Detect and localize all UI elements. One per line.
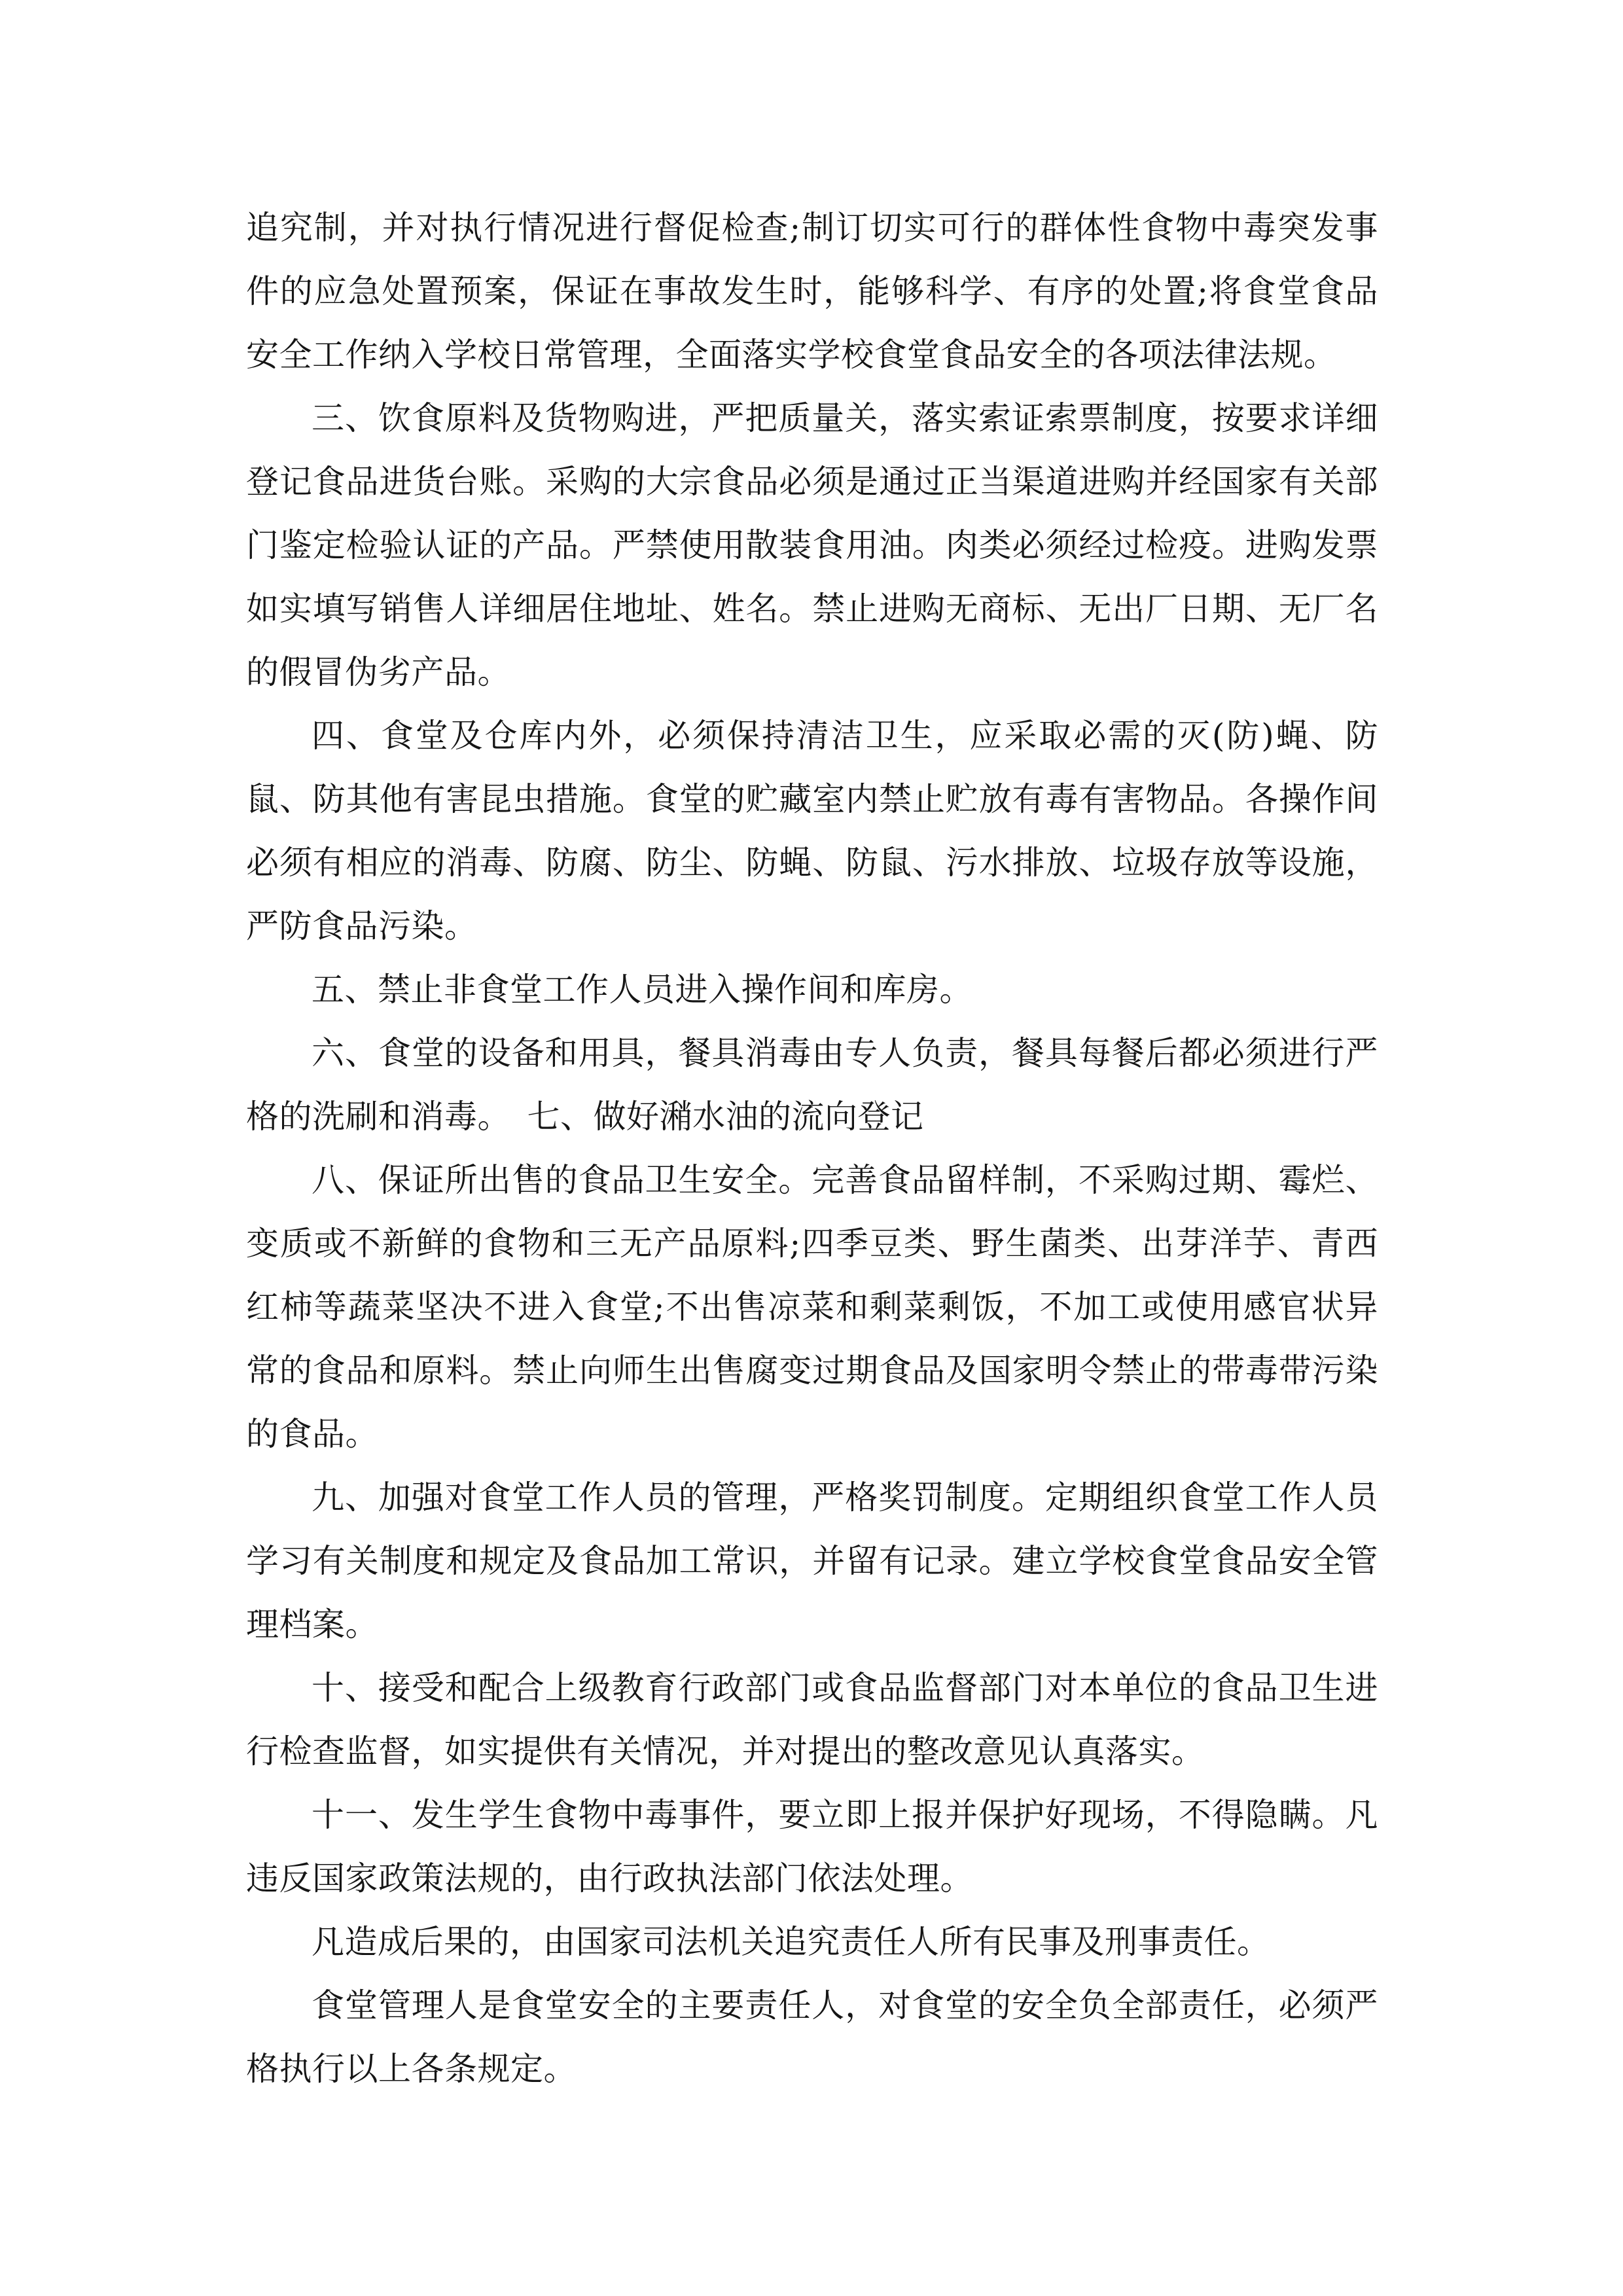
paragraph-clause-10: 十、接受和配合上级教育行政部门或食品监督部门对本单位的食品卫生进行检查监督，如实提供有关情况，并对提出的整改意见认真落实。 bbox=[246, 1669, 1378, 1770]
paragraph-clause-4: 四、食堂及仓库内外，必须保持清洁卫生，应采取必需的灭(防)蝇、防鼠、防其他有害昆虫措施。食堂的贮藏室内禁止贮放有毒有害物品。各操作间必须有相应的消毒、防腐、防尘、防蝇、防鼠、污水排放、垃圾存放等设施，严防食品污染。 bbox=[246, 717, 1378, 945]
paragraph-clause-11: 十一、发生学生食物中毒事件，要立即上报并保护好现场，不得隐瞒。凡违反国家政策法规的，由行政执法部门依法处理。 bbox=[246, 1796, 1378, 1897]
paragraph-consequences: 凡造成后果的，由国家司法机关追究责任人所有民事及刑事责任。 bbox=[312, 1923, 1270, 1961]
paragraph-clause-6-7: 六、食堂的设备和用具，餐具消毒由专人负责，餐具每餐后都必须进行严格的洗刷和消毒。 七、做好潲水油的流向登记 bbox=[246, 1034, 1378, 1136]
paragraph-clause-9: 九、加强对食堂工作人员的管理，严格奖罚制度。定期组织食堂工作人员学习有关制度和规定及食品加工常识，并留有记录。建立学校食堂食品安全管理档案。 bbox=[246, 1479, 1378, 1643]
paragraph-clause-3: 三、饮食原料及货物购进，严把质量关，落实索证索票制度，按要求详细登记食品进货台账。采购的大宗食品必须是通过正当渠道进购并经国家有关部门鉴定检验认证的产品。严禁使用散装食用油。肉类必须经过检疫。进购发票如实填写销售人详细居住地址、姓名。禁止进购无商标、无出厂日期、无厂名的假冒伪劣产品。 bbox=[246, 399, 1378, 691]
paragraph-clause-5: 五、禁止非食堂工作人员进入操作间和库房。 bbox=[312, 971, 972, 1009]
paragraph-clause-8: 八、保证所出售的食品卫生安全。完善食品留样制，不采购过期、霉烂、变质或不新鲜的食物和三无产品原料;四季豆类、野生菌类、出芽洋芋、青西红柿等蔬菜坚决不进入食堂;不出售凉菜和剩菜剩饭，不加工或使用感官状异常的食品和原料。禁止向师生出售腐变过期食品及国家明令禁止的带毒带污染的食品。 bbox=[246, 1161, 1378, 1453]
paragraph-continuation: 追究制，并对执行情况进行督促检查;制订切实可行的群体性食物中毒突发事件的应急处置预案，保证在事故发生时，能够科学、有序的处置;将食堂食品安全工作纳入学校日常管理，全面落实学校食堂食品安全的各项法律法规。 bbox=[246, 209, 1378, 374]
paragraph-responsibility: 食堂管理人是食堂安全的主要责任人，对食堂的安全负全部责任，必须严格执行以上各条规定。 bbox=[246, 1986, 1378, 2088]
document-body bbox=[246, 196, 1378, 2101]
